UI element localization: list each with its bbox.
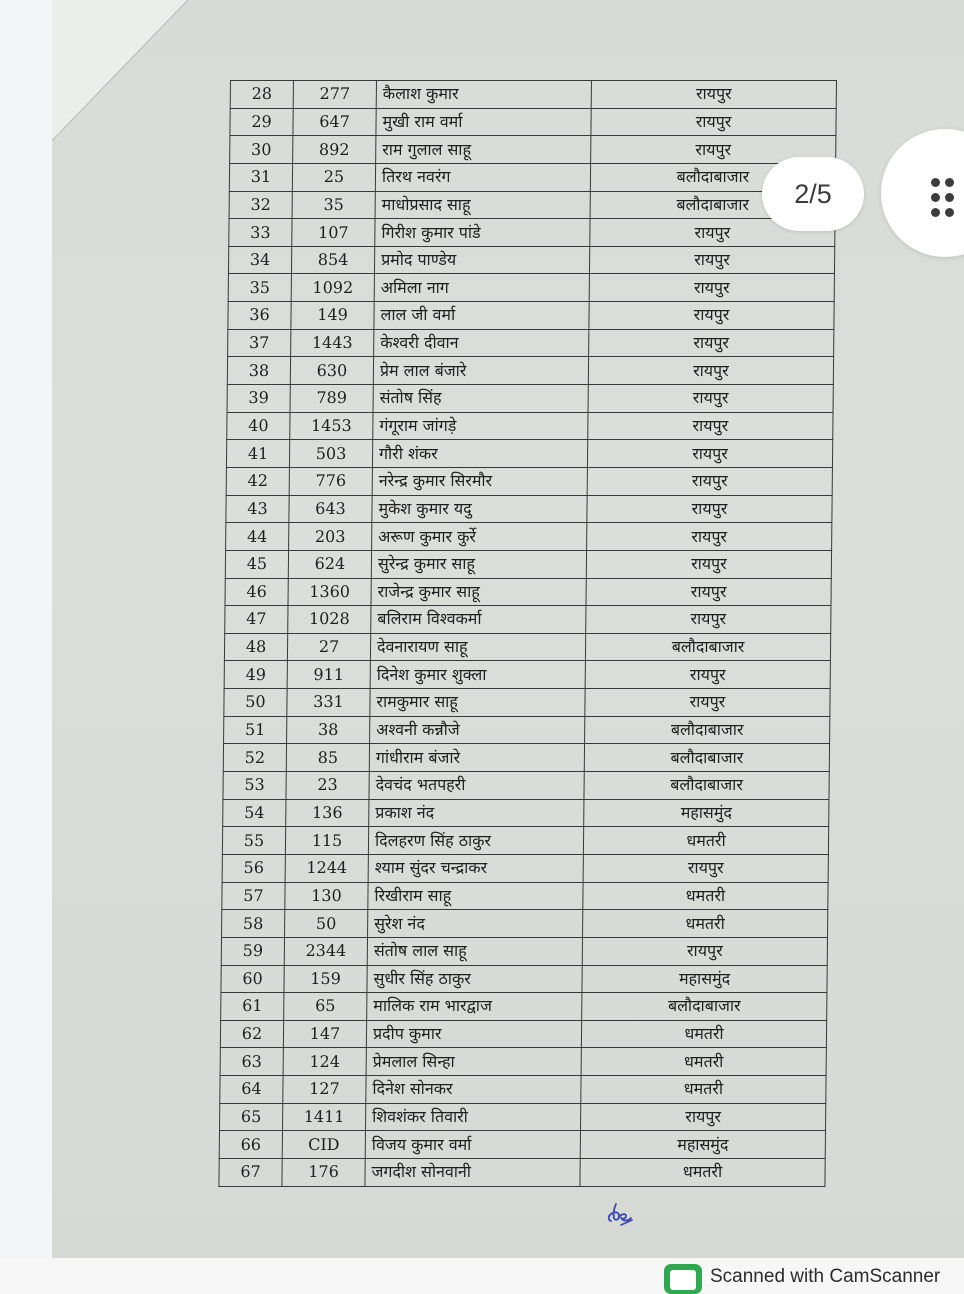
table-row (227, 357, 833, 385)
serial-number-cell: 60 (221, 965, 284, 993)
district-cell: रायपुर (590, 219, 835, 247)
name-cell: गांधीराम बंजारे (369, 744, 584, 772)
serial-number-cell: 58 (222, 910, 285, 938)
name-cell: मालिक राम भारद्वाज (367, 993, 582, 1021)
id-number-cell: 65 (284, 993, 367, 1021)
district-cell: रायपुर (591, 81, 836, 109)
name-cell: प्रदीप कुमार (366, 1020, 581, 1048)
table-row (221, 937, 827, 965)
id-number-cell: 1244 (285, 854, 368, 882)
id-number-cell: 147 (283, 1020, 366, 1048)
id-number-cell: 2344 (284, 937, 367, 965)
serial-number-cell: 42 (226, 467, 289, 495)
district-cell: रायपुर (588, 385, 833, 413)
table-row (222, 854, 828, 882)
serial-number-cell: 31 (229, 163, 292, 191)
page-indicator-label: 2/5 (794, 178, 832, 209)
name-cell: श्याम सुंदर चन्द्राकर (368, 854, 583, 882)
table-row (225, 606, 831, 634)
district-cell: महासमुंद (580, 1131, 825, 1159)
district-cell: रायपुर (591, 136, 836, 164)
table-row (230, 136, 836, 164)
table-row (226, 523, 832, 551)
table-row (220, 1076, 826, 1104)
table-row (224, 633, 830, 661)
serial-number-cell: 56 (222, 854, 285, 882)
table-row (219, 1131, 825, 1159)
serial-number-cell: 43 (226, 495, 289, 523)
id-number-cell: 107 (292, 219, 375, 247)
district-cell: धमतरी (581, 1048, 826, 1076)
serial-number-cell: 55 (222, 827, 285, 855)
page-indicator (762, 157, 864, 231)
id-number-cell: 1443 (291, 329, 374, 357)
name-cell: अश्वनी कन्नौजे (370, 716, 585, 744)
table-row (222, 827, 828, 855)
id-number-cell: 1360 (288, 578, 371, 606)
serial-number-cell: 62 (220, 1020, 283, 1048)
district-cell: धमतरी (583, 910, 828, 938)
table-row (229, 191, 835, 219)
camscanner-logo-icon (664, 1264, 702, 1294)
id-number-cell: 503 (289, 440, 372, 468)
district-cell: बलौदाबाजार (590, 163, 835, 191)
district-cell: रायपुर (580, 1103, 825, 1131)
table-row (224, 689, 830, 717)
name-cell: विजय कुमार वर्मा (365, 1131, 580, 1159)
name-cell: मुकेश कुमार यदु (372, 495, 587, 523)
name-cell: तिरथ नवरंग (375, 163, 590, 191)
district-cell: रायपुर (589, 302, 834, 330)
district-cell: रायपुर (585, 689, 830, 717)
name-cell: रिखीराम साहू (368, 882, 583, 910)
district-cell: रायपुर (582, 937, 827, 965)
district-cell: रायपुर (589, 274, 834, 302)
scanner-watermark: Scanned with CamScanner (710, 1266, 941, 1287)
id-number-cell: 1028 (288, 606, 371, 634)
table-row (221, 993, 827, 1021)
table-row (223, 799, 829, 827)
id-number-cell: 203 (289, 523, 372, 551)
district-cell: महासमुंद (584, 799, 829, 827)
district-cell: रायपुर (588, 412, 833, 440)
table-row (222, 910, 828, 938)
id-number-cell: CID (282, 1131, 365, 1159)
name-cell: अमिला नाग (374, 274, 589, 302)
table-row (221, 965, 827, 993)
table-row (230, 108, 836, 136)
district-cell: धमतरी (580, 1158, 825, 1186)
id-number-cell: 85 (286, 744, 369, 772)
district-cell: रायपुर (587, 523, 832, 551)
id-number-cell: 630 (290, 357, 373, 385)
id-number-cell: 789 (290, 385, 373, 413)
id-number-cell: 130 (285, 882, 368, 910)
id-number-cell: 115 (285, 827, 368, 855)
district-cell: बलौदाबाजार (584, 772, 829, 800)
name-cell: शिवशंकर तिवारी (365, 1103, 580, 1131)
table-row (225, 550, 831, 578)
id-number-cell: 1092 (291, 274, 374, 302)
serial-number-cell: 38 (227, 357, 290, 385)
serial-number-cell: 29 (230, 108, 293, 136)
name-cell: देवनारायण साहू (370, 633, 585, 661)
id-number-cell: 277 (293, 81, 376, 109)
table-row (228, 329, 834, 357)
name-cell: गौरी शंकर (372, 440, 587, 468)
serial-number-cell: 66 (219, 1131, 282, 1159)
name-cell: सुरेन्द्र कुमार साहू (371, 550, 586, 578)
serial-number-cell: 50 (224, 689, 287, 717)
serial-number-cell: 49 (224, 661, 287, 689)
serial-number-cell: 36 (228, 302, 291, 330)
id-number-cell: 1411 (282, 1103, 365, 1131)
id-number-cell: 124 (283, 1048, 366, 1076)
name-cell: लाल जी वर्मा (374, 302, 589, 330)
district-cell: धमतरी (581, 1076, 826, 1104)
district-cell: धमतरी (583, 827, 828, 855)
serial-number-cell: 54 (223, 799, 286, 827)
name-cell: बलिराम विश्वकर्मा (371, 606, 586, 634)
serial-number-cell: 28 (230, 81, 293, 109)
serial-number-cell: 35 (228, 274, 291, 302)
id-number-cell: 38 (287, 716, 370, 744)
serial-number-cell: 34 (228, 246, 291, 274)
serial-number-cell: 33 (229, 219, 292, 247)
name-cell: प्रमोद पाण्डेय (374, 246, 589, 274)
employee-list-table (218, 80, 837, 1187)
table-row (219, 1158, 825, 1186)
id-number-cell: 136 (286, 799, 369, 827)
district-cell: रायपुर (587, 495, 832, 523)
serial-number-cell: 47 (225, 606, 288, 634)
table-row (226, 495, 832, 523)
table-row (219, 1103, 825, 1131)
district-cell: महासमुंद (582, 965, 827, 993)
serial-number-cell: 52 (223, 744, 286, 772)
name-cell: रामकुमार साहू (370, 689, 585, 717)
name-cell: प्रेम लाल बंजारे (373, 357, 588, 385)
name-cell: केश्वरी दीवान (374, 329, 589, 357)
table-row (223, 772, 829, 800)
serial-number-cell: 32 (229, 191, 292, 219)
id-number-cell: 149 (291, 302, 374, 330)
name-cell: सुधीर सिंह ठाकुर (367, 965, 582, 993)
serial-number-cell: 64 (220, 1076, 283, 1104)
id-number-cell: 1453 (290, 412, 373, 440)
id-number-cell: 776 (289, 467, 372, 495)
district-cell: रायपुर (587, 467, 832, 495)
table-row (229, 163, 835, 191)
district-cell: रायपुर (586, 606, 831, 634)
district-cell: बलौदाबाजार (584, 744, 829, 772)
serial-number-cell: 67 (219, 1158, 282, 1186)
serial-number-cell: 59 (221, 937, 284, 965)
name-cell: देवचंद भतपहरी (369, 772, 584, 800)
table-row (224, 661, 830, 689)
serial-number-cell: 44 (226, 523, 289, 551)
district-cell: रायपुर (586, 578, 831, 606)
district-cell: रायपुर (589, 246, 834, 274)
name-cell: राम गुलाल साहू (376, 136, 591, 164)
name-cell: संतोष सिंह (373, 385, 588, 413)
name-cell: मुखी राम वर्मा (376, 108, 591, 136)
serial-number-cell: 41 (226, 440, 289, 468)
serial-number-cell: 37 (228, 329, 291, 357)
name-cell: दिनेश सोनकर (366, 1076, 581, 1104)
name-cell: प्रकाश नंद (369, 799, 584, 827)
table-row (227, 412, 833, 440)
district-cell: रायपुर (588, 357, 833, 385)
name-cell: माधोप्रसाद साहू (375, 191, 590, 219)
serial-number-cell: 40 (227, 412, 290, 440)
table-row (228, 274, 834, 302)
table-row (223, 744, 829, 772)
table-row (228, 302, 834, 330)
name-cell: सुरेश नंद (368, 910, 583, 938)
serial-number-cell: 30 (230, 136, 293, 164)
name-cell: प्रेमलाल सिन्हा (366, 1048, 581, 1076)
district-cell: रायपुर (585, 661, 830, 689)
district-cell: बलौदाबाजार (590, 191, 835, 219)
id-number-cell: 25 (292, 163, 375, 191)
name-cell: गंगूराम जांगड़े (373, 412, 588, 440)
table-row (226, 440, 832, 468)
serial-number-cell: 46 (225, 578, 288, 606)
name-cell: अरूण कुमार कुर्रे (372, 523, 587, 551)
district-cell: बलौदाबाजार (585, 633, 830, 661)
table-row (224, 716, 830, 744)
id-number-cell: 911 (287, 661, 370, 689)
table-row (229, 219, 835, 247)
district-cell: रायपुर (587, 440, 832, 468)
serial-number-cell: 48 (224, 633, 287, 661)
handwritten-initials (602, 1198, 638, 1228)
id-number-cell: 647 (293, 108, 376, 136)
serial-number-cell: 39 (227, 385, 290, 413)
viewer-left-margin (0, 0, 52, 1280)
id-number-cell: 331 (287, 689, 370, 717)
id-number-cell: 892 (293, 136, 376, 164)
table-row (220, 1020, 826, 1048)
name-cell: संतोष लाल साहू (367, 937, 582, 965)
serial-number-cell: 57 (222, 882, 285, 910)
serial-number-cell: 45 (225, 550, 288, 578)
id-number-cell: 159 (284, 965, 367, 993)
district-cell: रायपुर (583, 854, 828, 882)
serial-number-cell: 65 (219, 1103, 282, 1131)
district-cell: रायपुर (589, 329, 834, 357)
table-row (220, 1048, 826, 1076)
name-cell: दिनेश कुमार शुक्ला (370, 661, 585, 689)
id-number-cell: 176 (282, 1158, 365, 1186)
serial-number-cell: 53 (223, 772, 286, 800)
id-number-cell: 643 (289, 495, 372, 523)
serial-number-cell: 51 (224, 716, 287, 744)
name-cell: कैलाश कुमार (376, 81, 591, 109)
id-number-cell: 35 (292, 191, 375, 219)
table-row (225, 578, 831, 606)
name-cell: गिरीश कुमार पांडे (375, 219, 590, 247)
name-cell: जगदीश सोनवानी (365, 1158, 580, 1186)
serial-number-cell: 63 (220, 1048, 283, 1076)
district-cell: रायपुर (591, 108, 836, 136)
id-number-cell: 624 (288, 550, 371, 578)
table-row (222, 882, 828, 910)
id-number-cell: 854 (291, 246, 374, 274)
table-row (230, 81, 836, 109)
name-cell: राजेन्द्र कुमार साहू (371, 578, 586, 606)
district-cell: रायपुर (586, 550, 831, 578)
id-number-cell: 23 (286, 772, 369, 800)
id-number-cell: 50 (285, 910, 368, 938)
district-cell: धमतरी (583, 882, 828, 910)
district-cell: बलौदाबाजार (585, 716, 830, 744)
serial-number-cell: 61 (221, 993, 284, 1021)
name-cell: दिलहरण सिंह ठाकुर (368, 827, 583, 855)
table-row (227, 385, 833, 413)
id-number-cell: 27 (287, 633, 370, 661)
id-number-cell: 127 (283, 1076, 366, 1104)
district-cell: धमतरी (581, 1020, 826, 1048)
table-row (228, 246, 834, 274)
name-cell: नरेन्द्र कुमार सिरमौर (372, 467, 587, 495)
district-cell: बलौदाबाजार (582, 993, 827, 1021)
grid-dots-icon (931, 178, 961, 218)
table-row (226, 467, 832, 495)
